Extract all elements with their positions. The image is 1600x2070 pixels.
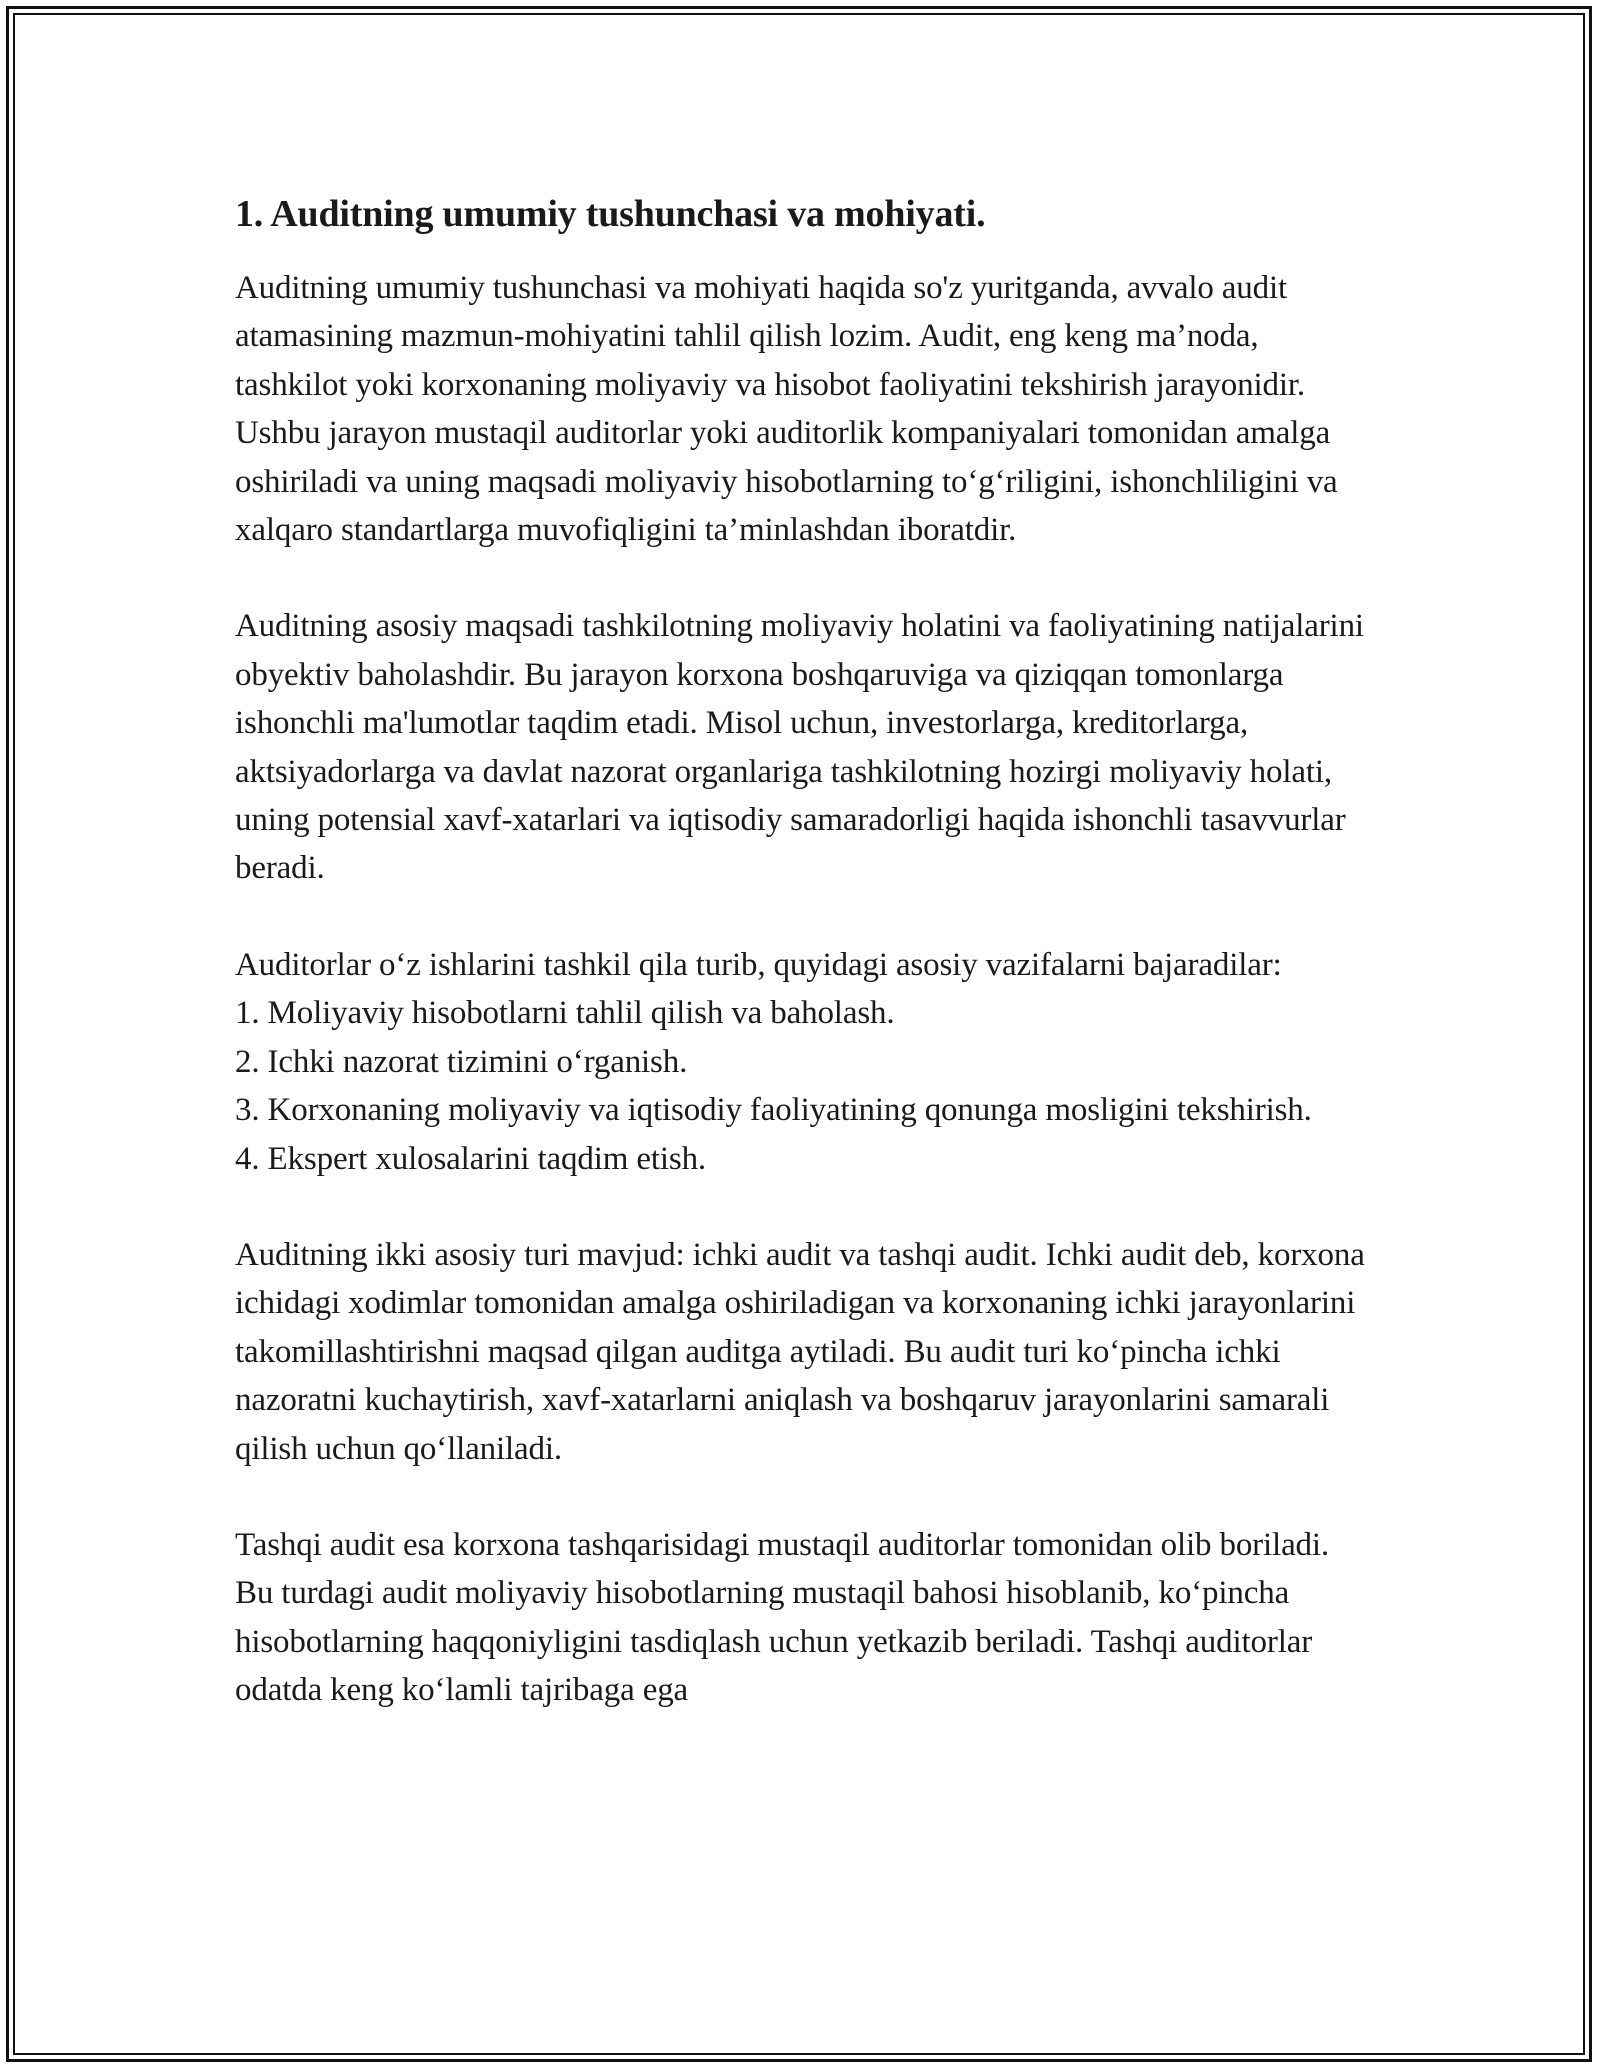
paragraph-external-audit: Tashqi audit esa korxona tashqarisidagi mustaqil auditorlar tomonidan olib boriladi. Bu turdagi audit moliyaviy hisobotlarning mustaqil bahosi hisoblanib, ko‘pincha hisobotlarning haqqoniyligini tasdiqlash uchun yetkazib beriladi. Tashqi auditorlar odatda keng ko‘lamli tajribaga ega: [235, 1526, 1330, 1709]
list-item: 1. Moliyaviy hisobotlarni tahlil qilish va baholash.: [235, 995, 895, 1032]
paragraph-internal-audit: Auditning ikki asosiy turi mavjud: ichki audit va tashqi audit. Ichki audit deb, korxona ichidagi xodimlar tomonidan amalga oshiriladigan va korxonaning ichki jarayonlarini takomillashtirishni maqsad qilgan auditga aytiladi. Bu audit turi ko‘pincha ichki nazoratni kuchaytirish, xavf-xatarlarni aniqlash va boshqaruv jarayonlarini samarali qilish uchun qo‘llaniladi.: [235, 1236, 1365, 1467]
paragraph-audit-goal: Auditning asosiy maqsadi tashkilotning moliyaviy holatini va faoliyatining natijalarini obyektiv baholashdir. Bu jarayon korxona boshqaruviga va qiziqqan tomonlarga ishonchli ma'lumotlar taqdim etadi. Misol uchun, investorlarga, kreditorlarga, aktsiyadorlarga va davlat nazorat organlariga tashkilotning hozirgi moliyaviy holati, uning potensial xavf-xatarlari va iqtisodiy samaradorligi haqida ishonchli tasavvurlar beradi.: [235, 608, 1364, 887]
auditor-tasks-block: [235, 941, 1365, 1183]
list-item: 3. Korxonaning moliyaviy va iqtisodiy faoliyatining qonunga mosligini tekshirish.: [235, 1092, 1312, 1129]
list-item: 4. Ekspert xulosalarini taqdim etish.: [235, 1140, 707, 1177]
document-body: [235, 188, 1365, 1715]
tasks-intro: Auditorlar o‘z ishlarini tashkil qila turib, quyidagi asosiy vazifalarni bajaradilar:: [235, 946, 1282, 983]
section-heading: 1. Auditning umumiy tushunchasi va mohiyati.: [235, 193, 986, 235]
list-item: 2. Ichki nazorat tizimini o‘rganish.: [235, 1043, 688, 1080]
paragraph-audit-definition: Auditning umumiy tushunchasi va mohiyati haqida so'z yuritganda, avvalo audit atamasining mazmun-mohiyatini tahlil qilish lozim. Audit, eng keng ma’noda, tashkilot yoki korxonaning moliyaviy va hisobot faoliyatini tekshirish jarayonidir. Ushbu jarayon mustaqil auditorlar yoki auditorlik kompaniyalari tomonidan amalga oshiriladi va uning maqsadi moliyaviy hisobotlarning to‘g‘riligini, ishonchliligini va xalqaro standartlarga muvofiqligini ta’minlashdan iboratdir.: [235, 270, 1338, 549]
